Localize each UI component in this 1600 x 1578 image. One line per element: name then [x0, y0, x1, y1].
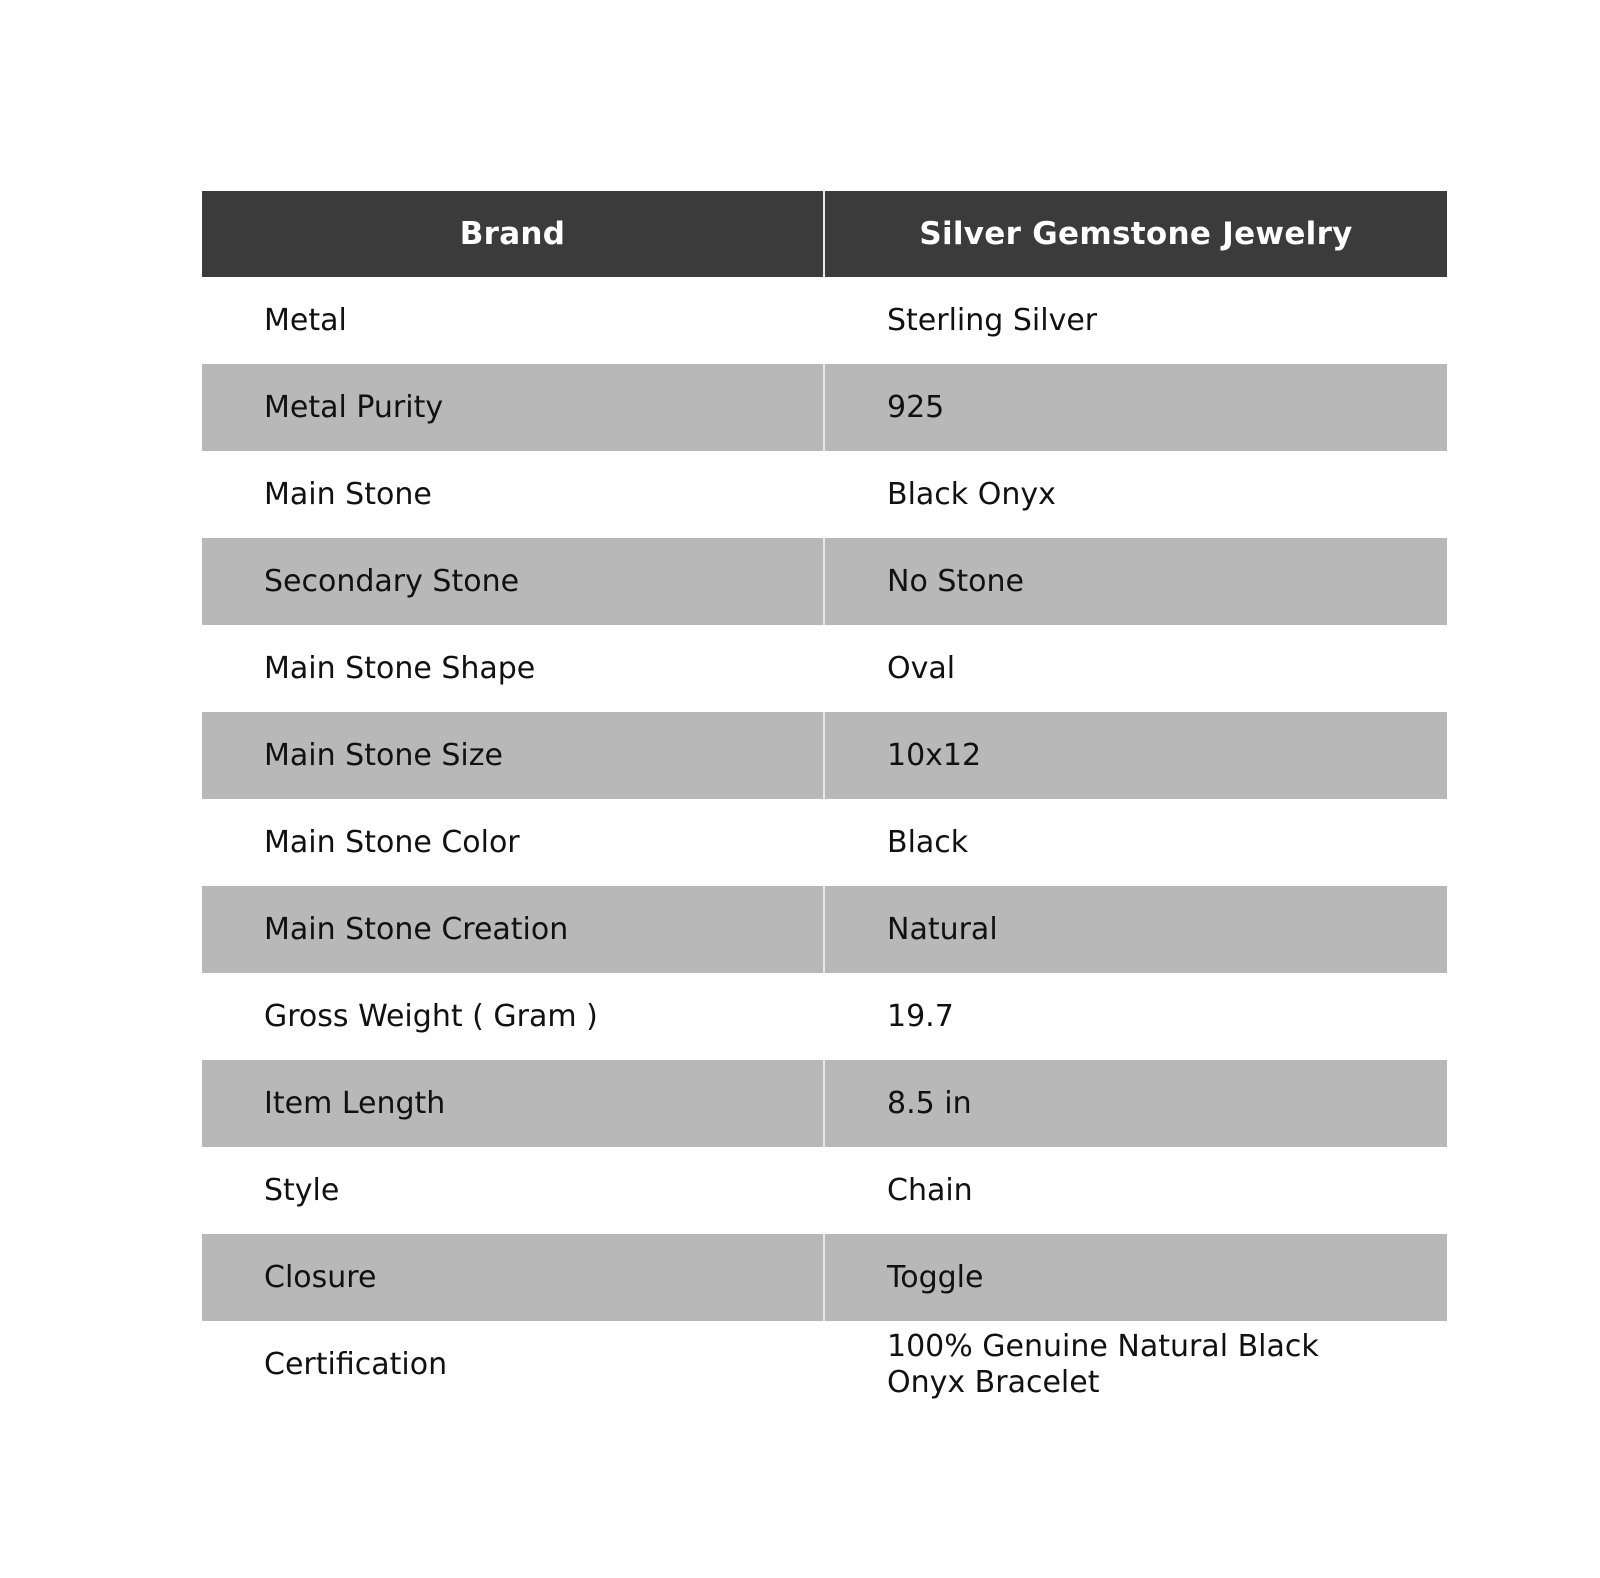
table-body [202, 277, 1447, 1409]
table-row [202, 712, 1447, 799]
row-value: Black Onyx [824, 451, 1447, 538]
row-label: Main Stone Shape [202, 625, 824, 712]
spec-table [202, 191, 1447, 1409]
table-row [202, 1147, 1447, 1234]
table-row [202, 1234, 1447, 1321]
row-value: Chain [824, 1147, 1447, 1234]
row-value: Sterling Silver [824, 277, 1447, 364]
row-value: No Stone [824, 538, 1447, 625]
table-row [202, 886, 1447, 973]
row-label: Metal [202, 277, 824, 364]
table-header [202, 191, 1447, 277]
header-brand: Brand [202, 191, 824, 277]
row-value: Black [824, 799, 1447, 886]
row-label: Certification [202, 1321, 824, 1409]
row-label: Main Stone Size [202, 712, 824, 799]
table-row [202, 625, 1447, 712]
row-label: Metal Purity [202, 364, 824, 451]
row-label: Gross Weight ( Gram ) [202, 973, 824, 1060]
row-label: Main Stone Creation [202, 886, 824, 973]
row-value: Natural [824, 886, 1447, 973]
row-label: Style [202, 1147, 824, 1234]
row-label: Main Stone [202, 451, 824, 538]
row-value [824, 1321, 1447, 1409]
header-row [202, 191, 1447, 277]
row-value: 925 [824, 364, 1447, 451]
table-row [202, 799, 1447, 886]
table-row [202, 538, 1447, 625]
row-value: Oval [824, 625, 1447, 712]
row-value: Toggle [824, 1234, 1447, 1321]
row-label: Item Length [202, 1060, 824, 1147]
row-label: Secondary Stone [202, 538, 824, 625]
table-row [202, 1060, 1447, 1147]
table-row [202, 277, 1447, 364]
row-label: Closure [202, 1234, 824, 1321]
table-row [202, 364, 1447, 451]
table-row [202, 451, 1447, 538]
row-value: 19.7 [824, 973, 1447, 1060]
certification-value: 100% Genuine Natural Black Onyx Bracelet [887, 1329, 1319, 1400]
row-label: Main Stone Color [202, 799, 824, 886]
table-row [202, 1321, 1447, 1409]
header-brand-value: Silver Gemstone Jewelry [824, 191, 1447, 277]
row-value: 10x12 [824, 712, 1447, 799]
table-row [202, 973, 1447, 1060]
row-value: 8.5 in [824, 1060, 1447, 1147]
